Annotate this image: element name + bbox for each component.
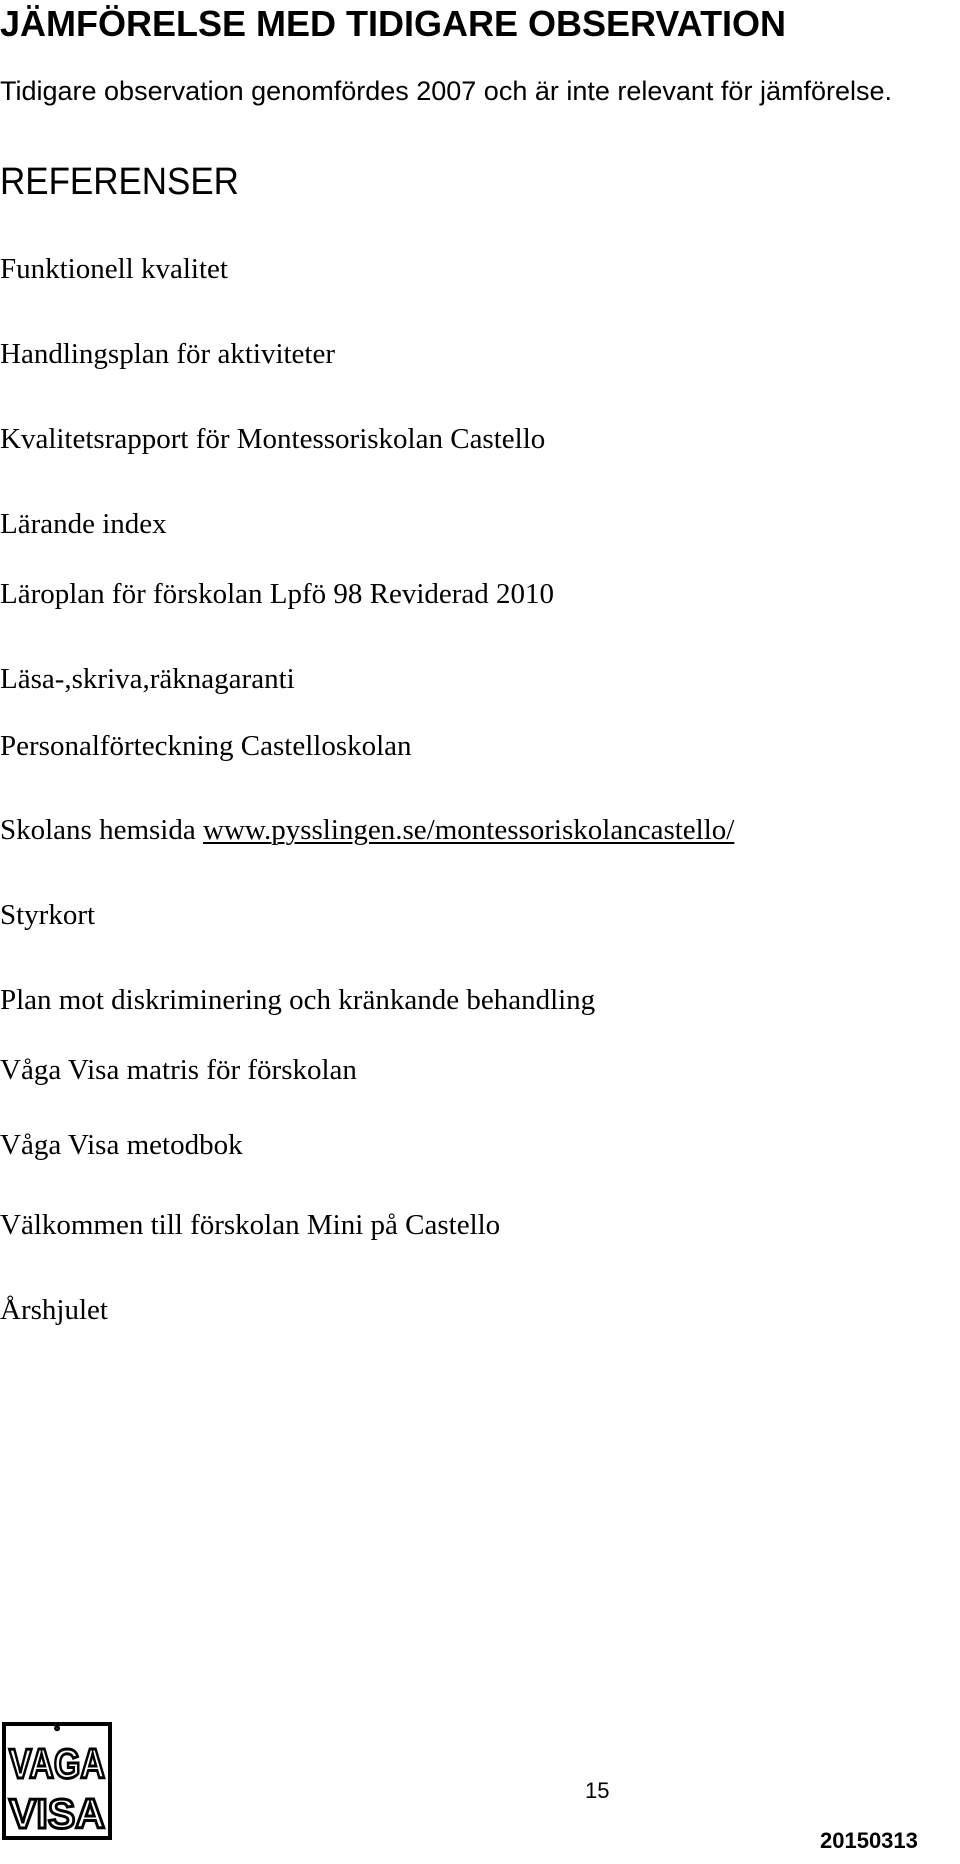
svg-text:VAGA: VAGA: [9, 1740, 105, 1787]
reference-item-laroplan: Läroplan för förskolan Lpfö 98 Reviderad 2010: [0, 578, 555, 610]
reference-item-larande-index: Lärande index: [0, 508, 167, 540]
reference-item-funktionell-kvalitet: Funktionell kvalitet: [0, 253, 228, 285]
svg-text:°: °: [54, 1723, 60, 1739]
website-link[interactable]: www.pysslingen.se/montessoriskolancastello/: [203, 814, 735, 846]
comparison-heading: JÄMFÖRELSE MED TIDIGARE OBSERVATION: [0, 3, 787, 44]
reference-item-styrkort: Styrkort: [0, 899, 96, 931]
reference-item-kvalitetsrapport: Kvalitetsrapport för Montessoriskolan Castello: [0, 423, 546, 455]
reference-item-vaga-visa-metodbok: Våga Visa metodbok: [0, 1129, 243, 1161]
reference-item-arshjulet: Årshjulet: [0, 1294, 108, 1326]
reference-item-handlingsplan: Handlingsplan för aktiviteter: [0, 338, 336, 370]
document-date: 20150313: [820, 1828, 918, 1853]
reference-item-plan-mot-diskriminering: Plan mot diskriminering och kränkande behandling: [0, 984, 596, 1016]
website-label: Skolans hemsida: [0, 814, 203, 846]
references-heading: REFERENSER: [0, 161, 239, 203]
page-number: 15: [585, 1778, 610, 1803]
svg-text:VISA: VISA: [9, 1790, 105, 1837]
vaga-visa-logo: [2, 1722, 112, 1840]
reference-item-personalforteckning: Personalförteckning Castelloskolan: [0, 730, 412, 762]
reference-item-valkommen: Välkommen till förskolan Mini på Castello: [0, 1209, 501, 1241]
reference-item-vaga-visa-matris: Våga Visa matris för förskolan: [0, 1054, 357, 1086]
reference-item-lasa-skriva: Läsa-,skriva,räknagaranti: [0, 663, 295, 695]
reference-item-website: [0, 812, 734, 848]
comparison-text: Tidigare observation genomfördes 2007 och är inte relevant för jämförelse.: [0, 76, 892, 106]
